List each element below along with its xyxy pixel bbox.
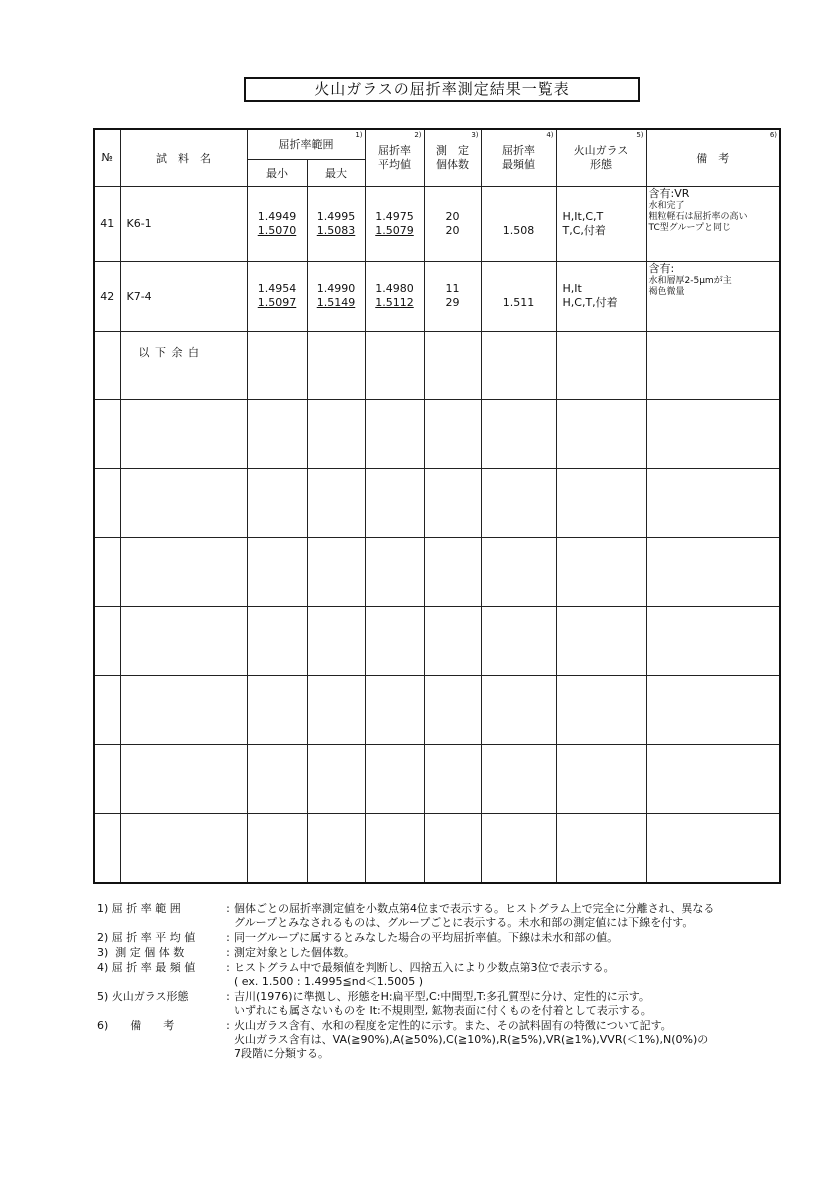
count-values: 20 20 (424, 186, 481, 261)
table-row (94, 186, 780, 261)
max-values: 1.4995 1.5083 (307, 186, 365, 261)
table-row (94, 468, 780, 537)
shape-values: H,It H,C,T,付着 (556, 261, 646, 331)
footnote-2: 2) 屈 折 率 平 均 値 : 同一グループに属するとみなした場合の平均屈折率値。下線は未水和部の値。 (97, 931, 619, 944)
mode-value: 1.508 (481, 186, 556, 261)
footnote-6: 6) 備 考 : 火山ガラス含有、水和の程度を定性的に示す。また、その試料固有の特徴について記す。 火山ガラス含有は、VA(≧90%),A(≧50%),C(≧10%),R(≧5%),VR(≧1%),VVR(＜1%),N(0%)の 7段階に分類する。 (97, 1019, 709, 1060)
footnotes (97, 902, 797, 1062)
sample-name: K6-1 (120, 186, 247, 261)
avg-values: 1.4975 1.5079 (365, 186, 424, 261)
min-values: 1.4954 1.5097 (247, 261, 307, 331)
min-values: 1.4949 1.5070 (247, 186, 307, 261)
notes: 含有: 水和層厚2-5μmが主 褐色微量 (646, 261, 780, 331)
footnote-3: 3) 測 定 個 体 数 : 測定対象とした個体数。 (97, 946, 355, 959)
page-title: 火山ガラスの屈折率測定結果一覧表 (244, 77, 640, 102)
sample-name: K7-4 (120, 261, 247, 331)
remainder-label: 以 下 余 白 (120, 331, 247, 399)
table-row (94, 813, 780, 883)
row-no: 42 (94, 261, 120, 331)
table-row (94, 399, 780, 468)
footnote-5: 5) 火山ガラス形態 : 吉川(1976)に準拠し、形態をH:扁平型,C:中間型,T:多孔質型に分け、定性的に示す。 いずれにも属さないものを It:不規則型, 鉱物表面に付くものを付着として表示する。 (97, 990, 652, 1017)
header-sample: 試 料 名 (120, 129, 247, 186)
table-row (94, 537, 780, 606)
table-row (94, 331, 780, 399)
max-values: 1.4990 1.5149 (307, 261, 365, 331)
header-mode: 4) 屈折率 最頻値 (481, 129, 556, 186)
table-row (94, 744, 780, 813)
notes: 含有:VR 水和完了 粗粒軽石は屈折率の高い TC型グループと同じ (646, 186, 780, 261)
header-range: 1) 屈折率範囲 (247, 129, 365, 159)
shape-values: H,It,C,T T,C,付着 (556, 186, 646, 261)
table-row (94, 606, 780, 675)
header-max: 最大 (307, 159, 365, 186)
results-table (93, 128, 781, 884)
count-values: 11 29 (424, 261, 481, 331)
header-no: № (94, 129, 120, 186)
header-average: 2) 屈折率 平均値 (365, 129, 424, 186)
table-row (94, 675, 780, 744)
header-notes: 6) 備 考 (646, 129, 780, 186)
header-min: 最小 (247, 159, 307, 186)
footnote-4: 4) 屈 折 率 最 頻 値 : ヒストグラム中で最頻値を判断し、四捨五入により少数点第3位で表示する。 ( ex. 1.500 : 1.4995≦nd＜1.5005 ) (97, 961, 615, 988)
row-no: 41 (94, 186, 120, 261)
header-shape: 5) 火山ガラス 形態 (556, 129, 646, 186)
table-row (94, 261, 780, 331)
avg-values: 1.4980 1.5112 (365, 261, 424, 331)
footnote-1: 1) 屈 折 率 範 囲 : 個体ごとの屈折率測定値を小数点第4位まで表示する。ヒストグラム上で完全に分離され、異なる グループとみなされるものは、グループごとに表示する。未水和部の測定値には下線を付す。 (97, 902, 715, 929)
mode-value: 1.511 (481, 261, 556, 331)
header-count: 3) 測 定 個体数 (424, 129, 481, 186)
